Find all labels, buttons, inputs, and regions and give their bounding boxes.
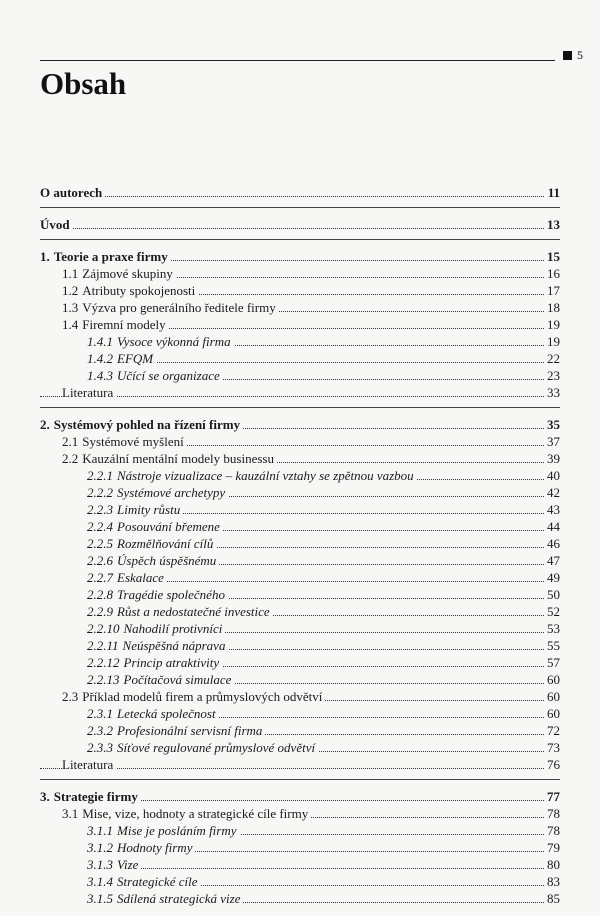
toc-entry-number: 2.2.13: [87, 672, 124, 687]
toc-entry-page: 80: [544, 856, 560, 873]
toc-entry[interactable]: [40, 637, 560, 654]
toc-entry-title: Sdílená strategická vize: [117, 891, 243, 906]
toc-entry-title: Literatura: [62, 385, 116, 400]
toc-entry[interactable]: [40, 756, 560, 773]
toc-entry-page: 55: [544, 637, 560, 654]
toc-entry[interactable]: [40, 873, 560, 890]
toc-entry[interactable]: [40, 620, 560, 637]
toc-entry[interactable]: [40, 518, 560, 535]
toc-entry-number: 3.1.2: [87, 840, 117, 855]
page-title: Obsah: [40, 66, 127, 101]
toc-entry[interactable]: [40, 535, 560, 552]
toc-entry[interactable]: [40, 671, 560, 688]
toc-entry-number: 3.1.5: [87, 891, 117, 906]
toc-entry-page: 60: [544, 671, 560, 688]
toc-entry-page: 11: [545, 184, 560, 201]
toc-entry-title: O autorech: [40, 185, 105, 200]
toc-entry-page: 49: [544, 569, 560, 586]
toc-entry-page: 79: [544, 839, 560, 856]
chapter-divider: [40, 779, 560, 780]
toc-entry-page: 16: [544, 265, 560, 282]
toc-entry-number: 1.4.3: [87, 368, 117, 383]
toc-entry-number: 1.2: [62, 283, 82, 298]
toc-entry-number: 2.2: [62, 451, 82, 466]
toc-entry[interactable]: [40, 467, 560, 484]
toc-entry-title: Letecká společnost: [117, 706, 219, 721]
toc-entry-number: 1.3: [62, 300, 82, 315]
toc-entry[interactable]: [40, 569, 560, 586]
toc-entry[interactable]: [40, 184, 560, 201]
toc-entry[interactable]: [40, 216, 560, 233]
toc-entry[interactable]: [40, 654, 560, 671]
dot-leader: [40, 768, 560, 769]
toc-entry-number: 2.2.5: [87, 536, 117, 551]
toc-entry-number: 3.: [40, 789, 54, 804]
toc-entry-title: Atributy spokojenosti: [82, 283, 198, 298]
toc-entry-page: 60: [544, 688, 560, 705]
toc-entry-title: Kauzální mentální modely businessu: [82, 451, 277, 466]
toc-entry-number: 2.2.3: [87, 502, 117, 517]
toc-entry-page: 78: [544, 822, 560, 839]
toc-entry-title: Literatura: [62, 757, 116, 772]
toc-entry-number: 2.3.2: [87, 723, 117, 738]
toc-entry-title: Systémový pohled na řízení firmy: [54, 417, 243, 432]
toc-entry[interactable]: [40, 265, 560, 282]
toc-entry-title: Zájmové skupiny: [82, 266, 176, 281]
dot-leader: [40, 196, 560, 197]
toc-entry[interactable]: [40, 384, 560, 401]
toc-entry[interactable]: [40, 805, 560, 822]
toc-entry-title: Strategie firmy: [54, 789, 141, 804]
toc-entry[interactable]: [40, 484, 560, 501]
toc-entry-number: 2.2.7: [87, 570, 117, 585]
dot-leader: [87, 868, 560, 869]
square-bullet-icon: [563, 51, 572, 60]
toc-entry-page: 83: [544, 873, 560, 890]
toc-entry-title: Počítačová simulace: [124, 672, 235, 687]
toc-entry-page: 43: [544, 501, 560, 518]
toc-entry-page: 46: [544, 535, 560, 552]
toc-entry-number: 3.1: [62, 806, 82, 821]
toc-entry-page: 50: [544, 586, 560, 603]
header-rule: [40, 60, 555, 61]
toc-entry-title: Princip atraktivity: [124, 655, 223, 670]
toc-entry[interactable]: [40, 282, 560, 299]
toc-entry-number: 2.2.11: [87, 638, 123, 653]
toc-entry-title: Rozmělňování cílů: [117, 536, 216, 551]
toc-entry-title: Limity růstu: [117, 502, 183, 517]
dot-leader: [40, 396, 560, 397]
toc-entry[interactable]: [40, 603, 560, 620]
toc-entry-page: 44: [544, 518, 560, 535]
toc-entry-page: 78: [544, 805, 560, 822]
toc-entry-number: 2.2.9: [87, 604, 117, 619]
toc-entry[interactable]: [40, 890, 560, 907]
toc-entry-number: 1.1: [62, 266, 82, 281]
toc-entry-number: 1.4: [62, 317, 82, 332]
page-number-value: 5: [577, 48, 583, 62]
toc-entry[interactable]: [40, 552, 560, 569]
toc-entry-page: 35: [544, 416, 560, 433]
page-number: [563, 48, 583, 62]
toc-entry[interactable]: [40, 788, 560, 805]
toc-entry-title: Úspěch úspěšnému: [117, 553, 219, 568]
toc-entry-title: Nahodilí protivníci: [124, 621, 226, 636]
toc-entry-page: 72: [544, 722, 560, 739]
toc-entry-page: 42: [544, 484, 560, 501]
toc-entry-page: 76: [544, 756, 560, 773]
toc-entry-number: 2.3.3: [87, 740, 117, 755]
toc-entry[interactable]: [40, 839, 560, 856]
toc-entry[interactable]: [40, 501, 560, 518]
toc-entry-page: 19: [544, 333, 560, 350]
toc-entry-title: Úvod: [40, 217, 73, 232]
toc-entry-number: 2.3.1: [87, 706, 117, 721]
toc-entry-number: 3.1.1: [87, 823, 117, 838]
toc-entry[interactable]: [40, 248, 560, 265]
toc-entry[interactable]: [40, 350, 560, 367]
table-of-contents: [40, 184, 560, 907]
toc-entry-page: 57: [544, 654, 560, 671]
chapter-divider: [40, 239, 560, 240]
toc-entry-page: 37: [544, 433, 560, 450]
toc-entry-title: Síťové regulované průmyslové odvětví: [117, 740, 318, 755]
toc-entry[interactable]: [40, 299, 560, 316]
toc-entry-page: 23: [544, 367, 560, 384]
toc-entry-title: Učící se organizace: [117, 368, 223, 383]
toc-entry-number: 1.4.1: [87, 334, 117, 349]
toc-entry-title: Profesionální servisní firma: [117, 723, 265, 738]
toc-entry-page: 53: [544, 620, 560, 637]
toc-entry-title: Růst a nedostatečné investice: [117, 604, 273, 619]
toc-entry-page: 40: [544, 467, 560, 484]
toc-entry[interactable]: [40, 688, 560, 705]
dot-leader: [87, 362, 560, 363]
toc-entry-page: 52: [544, 603, 560, 620]
toc-entry-title: Systémové myšlení: [82, 434, 186, 449]
toc-entry-title: Strategické cíle: [117, 874, 201, 889]
toc-entry-title: Mise, vize, hodnoty a strategické cíle firmy: [82, 806, 311, 821]
toc-entry-page: 60: [544, 705, 560, 722]
toc-entry[interactable]: [40, 722, 560, 739]
toc-entry[interactable]: [40, 586, 560, 603]
toc-entry-page: 15: [544, 248, 560, 265]
toc-entry[interactable]: [40, 367, 560, 384]
toc-entry-page: 13: [544, 216, 560, 233]
toc-entry-number: 2.2.8: [87, 587, 117, 602]
toc-entry-page: 47: [544, 552, 560, 569]
toc-entry[interactable]: [40, 433, 560, 450]
toc-entry-page: 39: [544, 450, 560, 467]
toc-entry-number: 2.1: [62, 434, 82, 449]
toc-entry-page: 33: [544, 384, 560, 401]
toc-entry-number: 2.2.2: [87, 485, 117, 500]
toc-entry-page: 85: [544, 890, 560, 907]
toc-entry[interactable]: [40, 822, 560, 839]
toc-entry[interactable]: [40, 450, 560, 467]
toc-entry-title: Posouvání břemene: [117, 519, 223, 534]
toc-entry-number: 3.1.3: [87, 857, 117, 872]
toc-entry-number: 1.4.2: [87, 351, 117, 366]
toc-entry-number: 3.1.4: [87, 874, 117, 889]
toc-entry-page: 19: [544, 316, 560, 333]
toc-entry[interactable]: [40, 739, 560, 756]
toc-entry-title: Hodnoty firmy: [117, 840, 195, 855]
toc-entry[interactable]: [40, 416, 560, 433]
toc-entry-page: 73: [544, 739, 560, 756]
toc-entry[interactable]: [40, 856, 560, 873]
toc-entry-title: Výzva pro generálního ředitele firmy: [82, 300, 278, 315]
toc-entry-title: Firemní modely: [82, 317, 168, 332]
dot-leader: [40, 228, 560, 229]
toc-entry-title: Příklad modelů firem a průmyslových odvětví: [82, 689, 325, 704]
toc-entry-title: Tragédie společného: [117, 587, 228, 602]
toc-entry-number: 2.3: [62, 689, 82, 704]
toc-entry-number: 2.2.4: [87, 519, 117, 534]
toc-entry-title: Neúspěšná náprava: [123, 638, 229, 653]
toc-entry-page: 17: [544, 282, 560, 299]
toc-entry-title: Vize: [117, 857, 141, 872]
toc-entry-title: Systémové archetypy: [117, 485, 228, 500]
toc-entry-number: 2.2.6: [87, 553, 117, 568]
toc-entry-number: 1.: [40, 249, 54, 264]
toc-entry[interactable]: [40, 705, 560, 722]
chapter-divider: [40, 407, 560, 408]
toc-entry-number: 2.: [40, 417, 54, 432]
toc-entry-title: Vysoce výkonná firma: [117, 334, 234, 349]
toc-entry-title: Nástroje vizualizace – kauzální vztahy se zpětnou vazbou: [117, 468, 417, 483]
toc-entry-title: EFQM: [117, 351, 156, 366]
toc-entry-title: Mise je posláním firmy: [117, 823, 240, 838]
toc-entry[interactable]: [40, 316, 560, 333]
toc-entry-number: 2.2.12: [87, 655, 124, 670]
toc-entry-title: Teorie a praxe firmy: [54, 249, 171, 264]
toc-entry-number: 2.2.1: [87, 468, 117, 483]
toc-entry[interactable]: [40, 333, 560, 350]
toc-entry-page: 77: [544, 788, 560, 805]
toc-entry-title: Eskalace: [117, 570, 167, 585]
toc-entry-page: 22: [544, 350, 560, 367]
chapter-divider: [40, 207, 560, 208]
toc-entry-number: 2.2.10: [87, 621, 124, 636]
toc-entry-page: 18: [544, 299, 560, 316]
